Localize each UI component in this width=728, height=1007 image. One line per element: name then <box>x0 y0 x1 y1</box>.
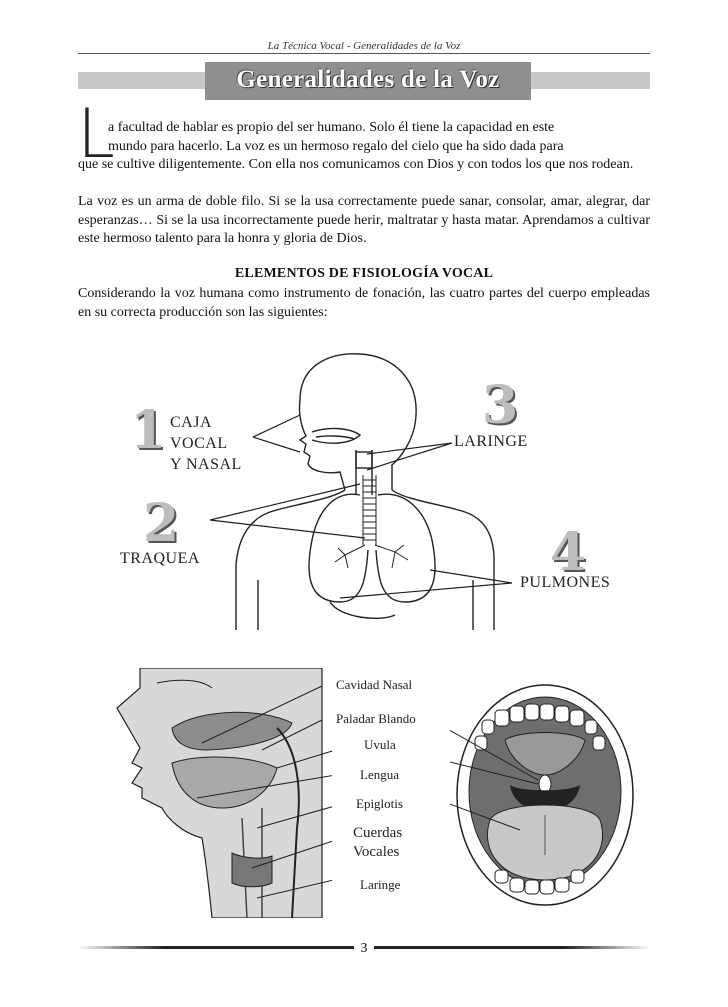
head-section-illustration <box>112 668 332 918</box>
label-line: CAJA <box>170 414 213 431</box>
label-laringe: LARINGE <box>454 433 528 450</box>
part-number-1: 1 <box>130 400 167 461</box>
label-line: Cuerdas <box>353 825 403 841</box>
label-uvula: Uvula <box>364 737 396 752</box>
running-header: La Técnica Vocal - Generalidades de la Voz <box>267 40 461 52</box>
part-number-3: 3 <box>482 375 519 436</box>
intro-first-lines <box>108 119 650 156</box>
section-heading: ELEMENTOS DE FISIOLOGÍA VOCAL <box>234 266 494 281</box>
label-line: Vocales <box>353 844 400 860</box>
label-caja-vocal <box>170 412 242 475</box>
label-cuerdas-vocales <box>353 824 402 862</box>
label-laringe-section: Laringe <box>360 877 401 892</box>
section-text: Considerando la voz humana como instrumento de fonación, las cuatro partes del cuerpo empleadas en su correcta producción son las siguientes: <box>78 286 650 320</box>
intro-rest: que se cultive diligentemente. Con ella nos comunicamos con Dios y con todos los que nos rodean. <box>78 157 634 172</box>
label-line: VOCAL <box>170 435 228 452</box>
header-rule <box>78 53 650 54</box>
page-number: 3 <box>354 941 374 957</box>
label-pulmones: PULMONES <box>520 574 611 591</box>
label-epiglotis: Epiglotis <box>356 796 403 811</box>
label-line: Y NASAL <box>170 456 242 473</box>
part-number-4: 4 <box>550 522 587 583</box>
open-mouth-illustration <box>450 680 640 910</box>
label-lengua: Lengua <box>360 767 399 782</box>
label-paladar-blando: Paladar Blando <box>336 711 416 726</box>
label-traquea: TRAQUEA <box>120 550 200 567</box>
torso-illustration <box>0 340 728 630</box>
label-cavidad-nasal: Cavidad Nasal <box>336 677 413 692</box>
drop-cap: L <box>77 95 115 174</box>
part-number-2: 2 <box>143 493 180 554</box>
page-title: Generalidades de la Voz <box>205 62 531 100</box>
intro-line-1: a facultad de hablar es propio del ser humano. Solo él tiene la capacidad en este <box>108 120 555 135</box>
paragraph-2: La voz es un arma de doble filo. Si se la usa correctamente puede sanar, consolar, amar, alegrar, dar esperanzas… Si se la usa incorrectamente puede herir, maltratar y hasta matar. Aprendamos a cultivar este hermoso talento para la honra y gloria de Dios. <box>78 194 650 246</box>
intro-line-2: mundo para hacerlo. La voz es un hermoso regalo del cielo que ha sido dada para <box>108 138 564 154</box>
